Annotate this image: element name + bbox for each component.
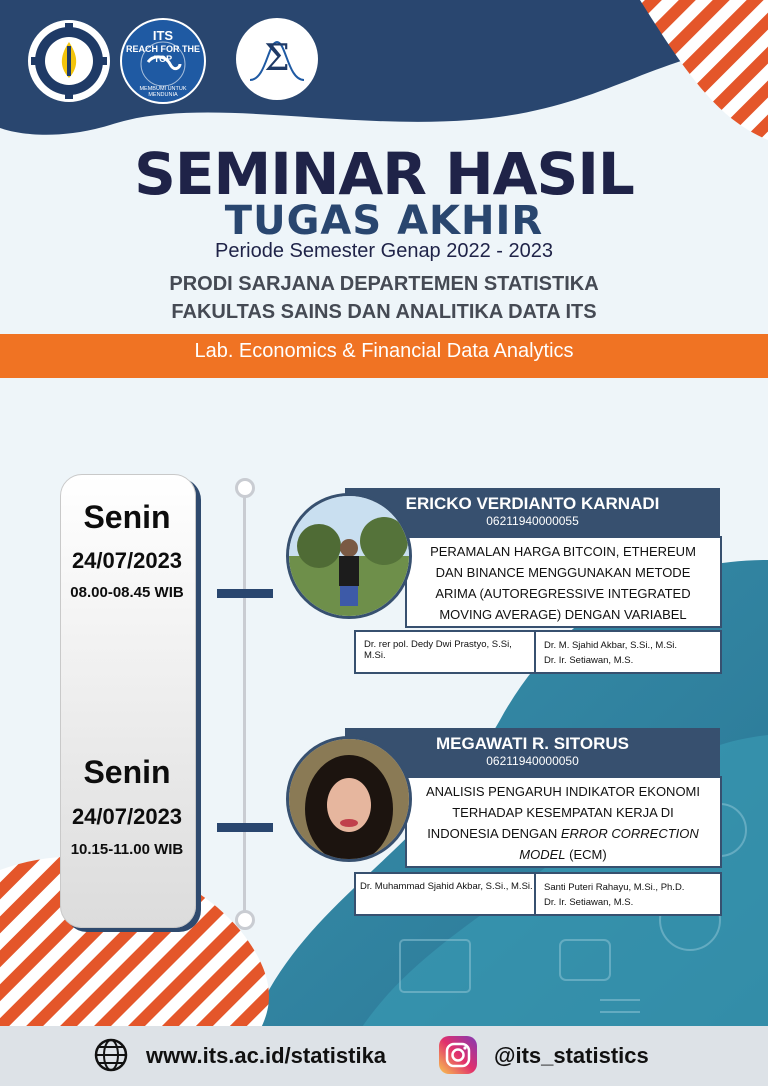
timeline-line <box>243 494 246 914</box>
timeline-dot-bottom <box>235 910 255 930</box>
student-2-examiner-1: Santi Puteri Rahayu, M.Si., Ph.D. <box>544 882 685 893</box>
session-2-date: 24/07/2023 <box>71 804 183 829</box>
student-1-examiner-1: Dr. M. Sjahid Akbar, S.Si., M.Si. <box>544 640 678 651</box>
student-2-title-part-a: ANALISIS PENGARUH INDIKATOR EKONOMI TERHADAP KESEMPATAN KERJA DI INDONESIA DENGAN <box>425 784 700 841</box>
student-2-nrp: 06211940000050 <box>486 754 579 768</box>
student-2-examiner-box <box>534 872 722 916</box>
its-tagline-text: REACH FOR THE TOP <box>126 44 200 64</box>
its-emblem-logo <box>26 18 112 104</box>
timeline-dot-top <box>235 478 255 498</box>
student-2-examiner-2: Dr. Ir. Setiawan, M.S. <box>544 897 634 908</box>
prodi-line-2: FAKULTAS SAINS DAN ANALITIKA DATA ITS <box>171 301 597 323</box>
session-1-time: 08.00-08.45 WIB <box>70 584 184 601</box>
lab-name: Lab. Economics & Financial Data Analytics <box>194 340 574 362</box>
session-1-date: 24/07/2023 <box>71 548 183 573</box>
student-2-name: MEGAWATI R. SITORUS <box>436 734 629 753</box>
student-1-name: ERICKO VERDIANTO KARNADI <box>405 494 660 513</box>
its-motto-text: MEMBUMI UNTUK MENDUNIA <box>139 86 187 98</box>
session-2-time: 10.15-11.00 WIB <box>70 841 184 858</box>
sigma-bell-curve-icon <box>236 18 318 100</box>
prodi-line-1: PRODI SARJANA DEPARTEMEN STATISTIKA <box>169 273 599 295</box>
student-2-photo <box>286 736 412 862</box>
its-reach-for-the-top-logo <box>120 18 206 104</box>
student-1-photo <box>286 493 412 619</box>
student-1-thesis-title: PERAMALAN HARGA BITCOIN, ETHEREUM DAN BINANCE MENGGUNAKAN METODE ARIMA (AUTOREGRESSIVE INTEGRATED MOVING AVERAGE) DENGAN VARIABEL <box>430 544 696 622</box>
footer-instagram[interactable]: @its_statistics <box>494 1043 649 1068</box>
student-1-examiner-box <box>534 630 722 674</box>
student-2-supervisor: Dr. Muhammad Sjahid Akbar, S.Si., M.Si. <box>360 881 533 892</box>
student-2-title-part-c: (ECM) <box>569 847 607 862</box>
schedule-card <box>60 474 196 928</box>
its-brand-text: ITS <box>152 28 174 43</box>
student-2-supervisor-box <box>354 872 536 916</box>
page-subtitle: TUGAS AKHIR <box>224 198 544 244</box>
globe-icon <box>94 1038 128 1072</box>
timeline-connector-2 <box>217 823 273 832</box>
svg-text:Σ: Σ <box>264 38 290 79</box>
student-1-supervisor-box <box>354 630 536 674</box>
session-2-day: Senin <box>83 754 171 790</box>
student-2-title-part-b: ERROR CORRECTION MODEL <box>519 826 699 862</box>
student-1-nrp: 06211940000055 <box>486 514 579 528</box>
gear-emblem-icon <box>28 20 110 102</box>
student-1-supervisor: Dr. rer pol. Dedy Dwi Prastyo, S.Si, M.Si. <box>364 639 512 661</box>
student-1-examiner-2: Dr. Ir. Setiawan, M.S. <box>544 655 634 666</box>
statistics-logo <box>236 18 318 100</box>
timeline-connector-1 <box>217 589 273 598</box>
page-title: SEMINAR HASIL <box>134 140 634 208</box>
period-text: Periode Semester Genap 2022 - 2023 <box>215 240 553 262</box>
instagram-icon <box>438 1035 478 1075</box>
student-2-thesis-title <box>415 781 711 865</box>
session-1-day: Senin <box>83 499 171 535</box>
footer-website[interactable]: www.its.ac.id/statistika <box>146 1043 387 1068</box>
